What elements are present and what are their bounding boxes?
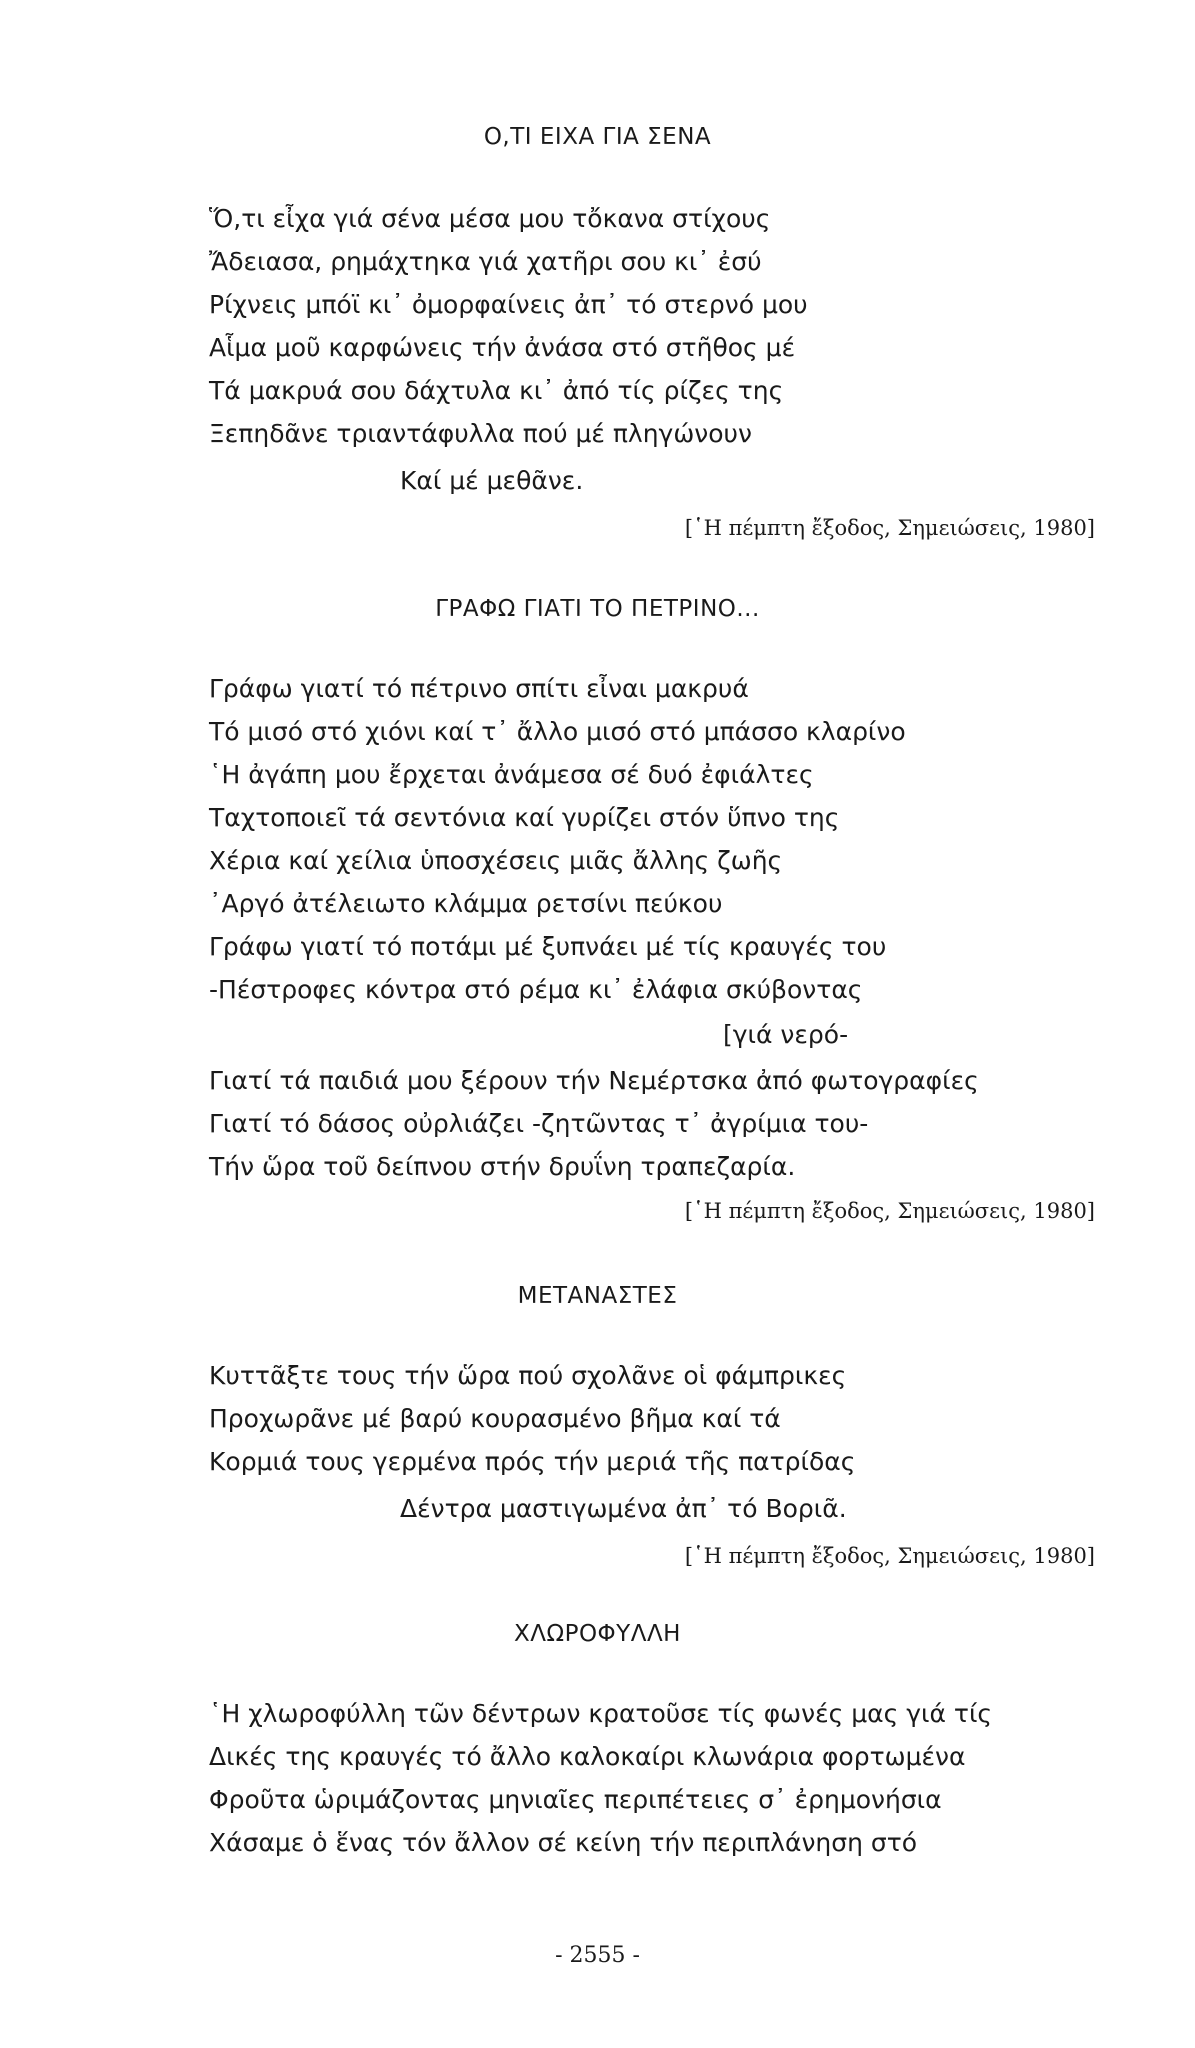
poem-title: ΓΡΑΦΩ ΓΙΑΤΙ ΤΟ ΠΕΤΡΙΝΟ...	[435, 596, 760, 622]
poem-line: Χέρια καί χείλια ὑποσχέσεις μιᾶς ἄλλης ζωῆς	[209, 846, 783, 875]
poem-line: Προχωρᾶνε μέ βαρύ κουρασμένο βῆμα καί τά	[209, 1404, 781, 1433]
poem-line: Γράφω γιατί τό ποτάμι μέ ξυπνάει μέ τίς κραυγές του	[209, 932, 887, 961]
poem-line: Ξεπηδᾶνε τριαντάφυλλα πού μέ πληγώνουν	[209, 419, 752, 448]
poem-line: Ταχτοποιεῖ τά σεντόνια καί γυρίζει στόν ὕπνο της	[209, 803, 840, 832]
poem-line: Χάσαμε ὁ ἕνας τόν ἄλλον σέ κείνη τήν περιπλάνηση στό	[209, 1828, 918, 1857]
poem-title: ΜΕΤΑΝΑΣΤΕΣ	[517, 1283, 678, 1309]
poem-title: Ο,ΤΙ ΕΙΧΑ ΓΙΑ ΣΕΝΑ	[483, 124, 712, 150]
poem-title: ΧΛΩΡΟΦΥΛΛΗ	[514, 1621, 681, 1647]
poem-line: -Πέστροφες κόντρα στό ρέμα κι᾽ ἐλάφια σκύβοντας	[209, 975, 863, 1004]
poem-line: [γιά νερό-	[723, 1020, 849, 1049]
poem-line: Καί μέ μεθᾶνε.	[400, 466, 584, 495]
poem-line: ᾽Αργό ἀτέλειωτο κλάμμα ρετσίνι πεύκου	[209, 889, 723, 918]
poem-line: Ρίχνεις μπόϊ κι᾽ ὀμορφαίνεις ἀπ᾽ τό στερνό μου	[209, 290, 808, 319]
poem-line: Κορμιά τους γερμένα πρός τήν μεριά τῆς πατρίδας	[209, 1447, 856, 1476]
poem-line: Ὅ,τι εἶχα γιά σένα μέσα μου τὄκανα στίχους	[209, 204, 771, 233]
poem-line: ῾Η ἀγάπη μου ἔρχεται ἀνάμεσα σέ δυό ἐφιάλτες	[209, 760, 814, 789]
poem-line: ῾Η χλωροφύλλη τῶν δέντρων κρατοῦσε τίς φωνές μας γιά τίς	[209, 1699, 993, 1728]
poem-line: Γιατί τό δάσος οὐρλιάζει -ζητῶντας τ᾽ ἀγρίμια του-	[209, 1109, 869, 1138]
poem-source: [῾Η πέμπτη ἔξοδος, Σημειώσεις, 1980]	[684, 1544, 1095, 1568]
poem-line: Γράφω γιατί τό πέτρινο σπίτι εἶναι μακρυά	[209, 674, 749, 703]
poem-line: Τά μακρυά σου δάχτυλα κι᾽ ἀπό τίς ρίζες της	[209, 376, 784, 405]
poem-source: [῾Η πέμπτη ἔξοδος, Σημειώσεις, 1980]	[684, 1199, 1095, 1223]
poem-line: Δέντρα μαστιγωμένα ἀπ᾽ τό Βοριᾶ.	[400, 1494, 847, 1523]
poem-line: Γιατί τά παιδιά μου ξέρουν τήν Νεμέρτσκα ἀπό φωτογραφίες	[209, 1066, 979, 1095]
poem-line: Δικές της κραυγές τό ἄλλο καλοκαίρι κλωνάρια φορτωμένα	[209, 1742, 966, 1771]
poem-line: Ἄδειασα, ρημάχτηκα γιά χατῆρι σου κι᾽ ἐσύ	[209, 247, 762, 276]
poem-line: Αἷμα μοῦ καρφώνεις τήν ἀνάσα στό στῆθος μέ	[209, 333, 796, 362]
page-number: - 2555 -	[555, 1943, 640, 1968]
poem-line: Κυττᾶξτε τους τήν ὥρα πού σχολᾶνε οἱ φάμπρικες	[209, 1361, 847, 1390]
poem-line: Τήν ὥρα τοῦ δείπνου στήν δρυΐνη τραπεζαρία.	[209, 1152, 796, 1181]
poem-line: Τό μισό στό χιόνι καί τ᾽ ἄλλο μισό στό μπάσσο κλαρίνο	[209, 717, 906, 746]
poem-source: [῾Η πέμπτη ἔξοδος, Σημειώσεις, 1980]	[684, 516, 1095, 540]
poem-line: Φροῦτα ὡριμάζοντας μηνιαῖες περιπέτειες σ᾽ ἐρημονήσια	[209, 1785, 942, 1814]
